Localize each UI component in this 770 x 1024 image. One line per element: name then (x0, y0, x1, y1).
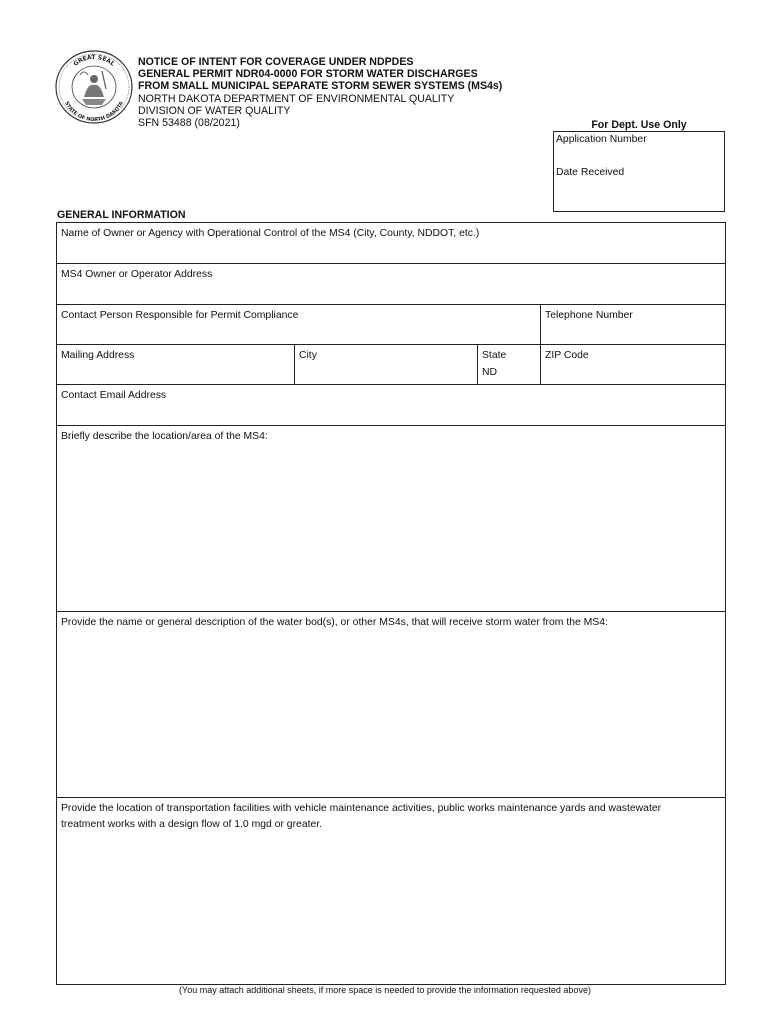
owner-field[interactable] (57, 223, 725, 263)
telephone-field[interactable] (540, 305, 725, 344)
general-information-form (56, 222, 726, 985)
zip-code-label: ZIP Code (545, 350, 589, 361)
receiving-water-field[interactable] (57, 612, 725, 797)
contact-person-label: Contact Person Responsible for Permit Compliance (61, 310, 299, 321)
address-row (57, 264, 725, 305)
seal-top-text: GREAT SEAL (72, 53, 116, 68)
form-number: SFN 53488 (08/2021) (138, 117, 240, 130)
city-field[interactable] (294, 345, 477, 384)
owner-address-field[interactable] (57, 264, 725, 304)
contact-email-label: Contact Email Address (61, 390, 167, 401)
date-received-label: Date Received (556, 167, 625, 178)
city-label: City (299, 350, 317, 361)
form-title-line-1: NOTICE OF INTENT FOR COVERAGE UNDER NDPDES (138, 56, 414, 68)
state-field[interactable] (477, 345, 540, 384)
receiving-water-row (57, 612, 725, 798)
contact-row (57, 305, 725, 345)
seal-bottom-text: STATE OF NORTH DAKOTA (63, 100, 125, 124)
form-title-line-2: GENERAL PERMIT NDR04-0000 FOR STORM WATER DISCHARGES (138, 68, 478, 81)
dept-use-heading: For Dept. Use Only (591, 119, 687, 131)
attachment-note: (You may attach additional sheets, if more space is needed to provide the information requested above) (179, 985, 591, 995)
mailing-address-field[interactable] (57, 345, 294, 384)
zip-code-field[interactable] (540, 345, 725, 384)
email-row (57, 385, 725, 426)
facilities-label-line-1: Provide the location of transportation facilities with vehicle maintenance activities, public works maintenance yards and wastewater (61, 803, 662, 814)
form-title-block (138, 56, 502, 129)
ms4-location-field[interactable] (57, 426, 725, 611)
owner-label: Name of Owner or Agency with Operational Control of the MS4 (City, County, NDDOT, etc.) (61, 228, 480, 239)
state-value: ND (482, 367, 498, 378)
facilities-label (61, 803, 661, 831)
division-name: DIVISION OF WATER QUALITY (138, 104, 291, 117)
owner-address-label: MS4 Owner or Operator Address (61, 269, 213, 280)
state-label: State (482, 350, 507, 361)
general-information-heading: GENERAL INFORMATION (57, 209, 186, 221)
contact-person-field[interactable] (57, 305, 540, 344)
form-title-line-3: FROM SMALL MUNICIPAL SEPARATE STORM SEWER SYSTEMS (MS4s) (138, 80, 503, 93)
facilities-label-line-2: treatment works with a design flow of 1.0 mgd or greater. (61, 819, 323, 830)
telephone-label: Telephone Number (545, 310, 633, 321)
facilities-field[interactable] (57, 798, 725, 984)
agency-name: NORTH DAKOTA DEPARTMENT OF ENVIRONMENTAL QUALITY (138, 92, 455, 105)
state-seal-icon (54, 49, 134, 125)
location-row (57, 426, 725, 612)
facilities-row (57, 798, 725, 984)
contact-email-field[interactable] (57, 385, 725, 425)
ms4-location-label: Briefly describe the location/area of the MS4: (61, 431, 268, 442)
mailing-address-label: Mailing Address (61, 350, 135, 361)
owner-row (57, 223, 725, 264)
dept-use-box (553, 131, 725, 212)
mailing-row (57, 345, 725, 385)
application-number-label: Application Number (556, 134, 647, 145)
receiving-water-label: Provide the name or general description of the water bod(s), or other MS4s, that will receive storm water from the MS4: (61, 617, 608, 628)
